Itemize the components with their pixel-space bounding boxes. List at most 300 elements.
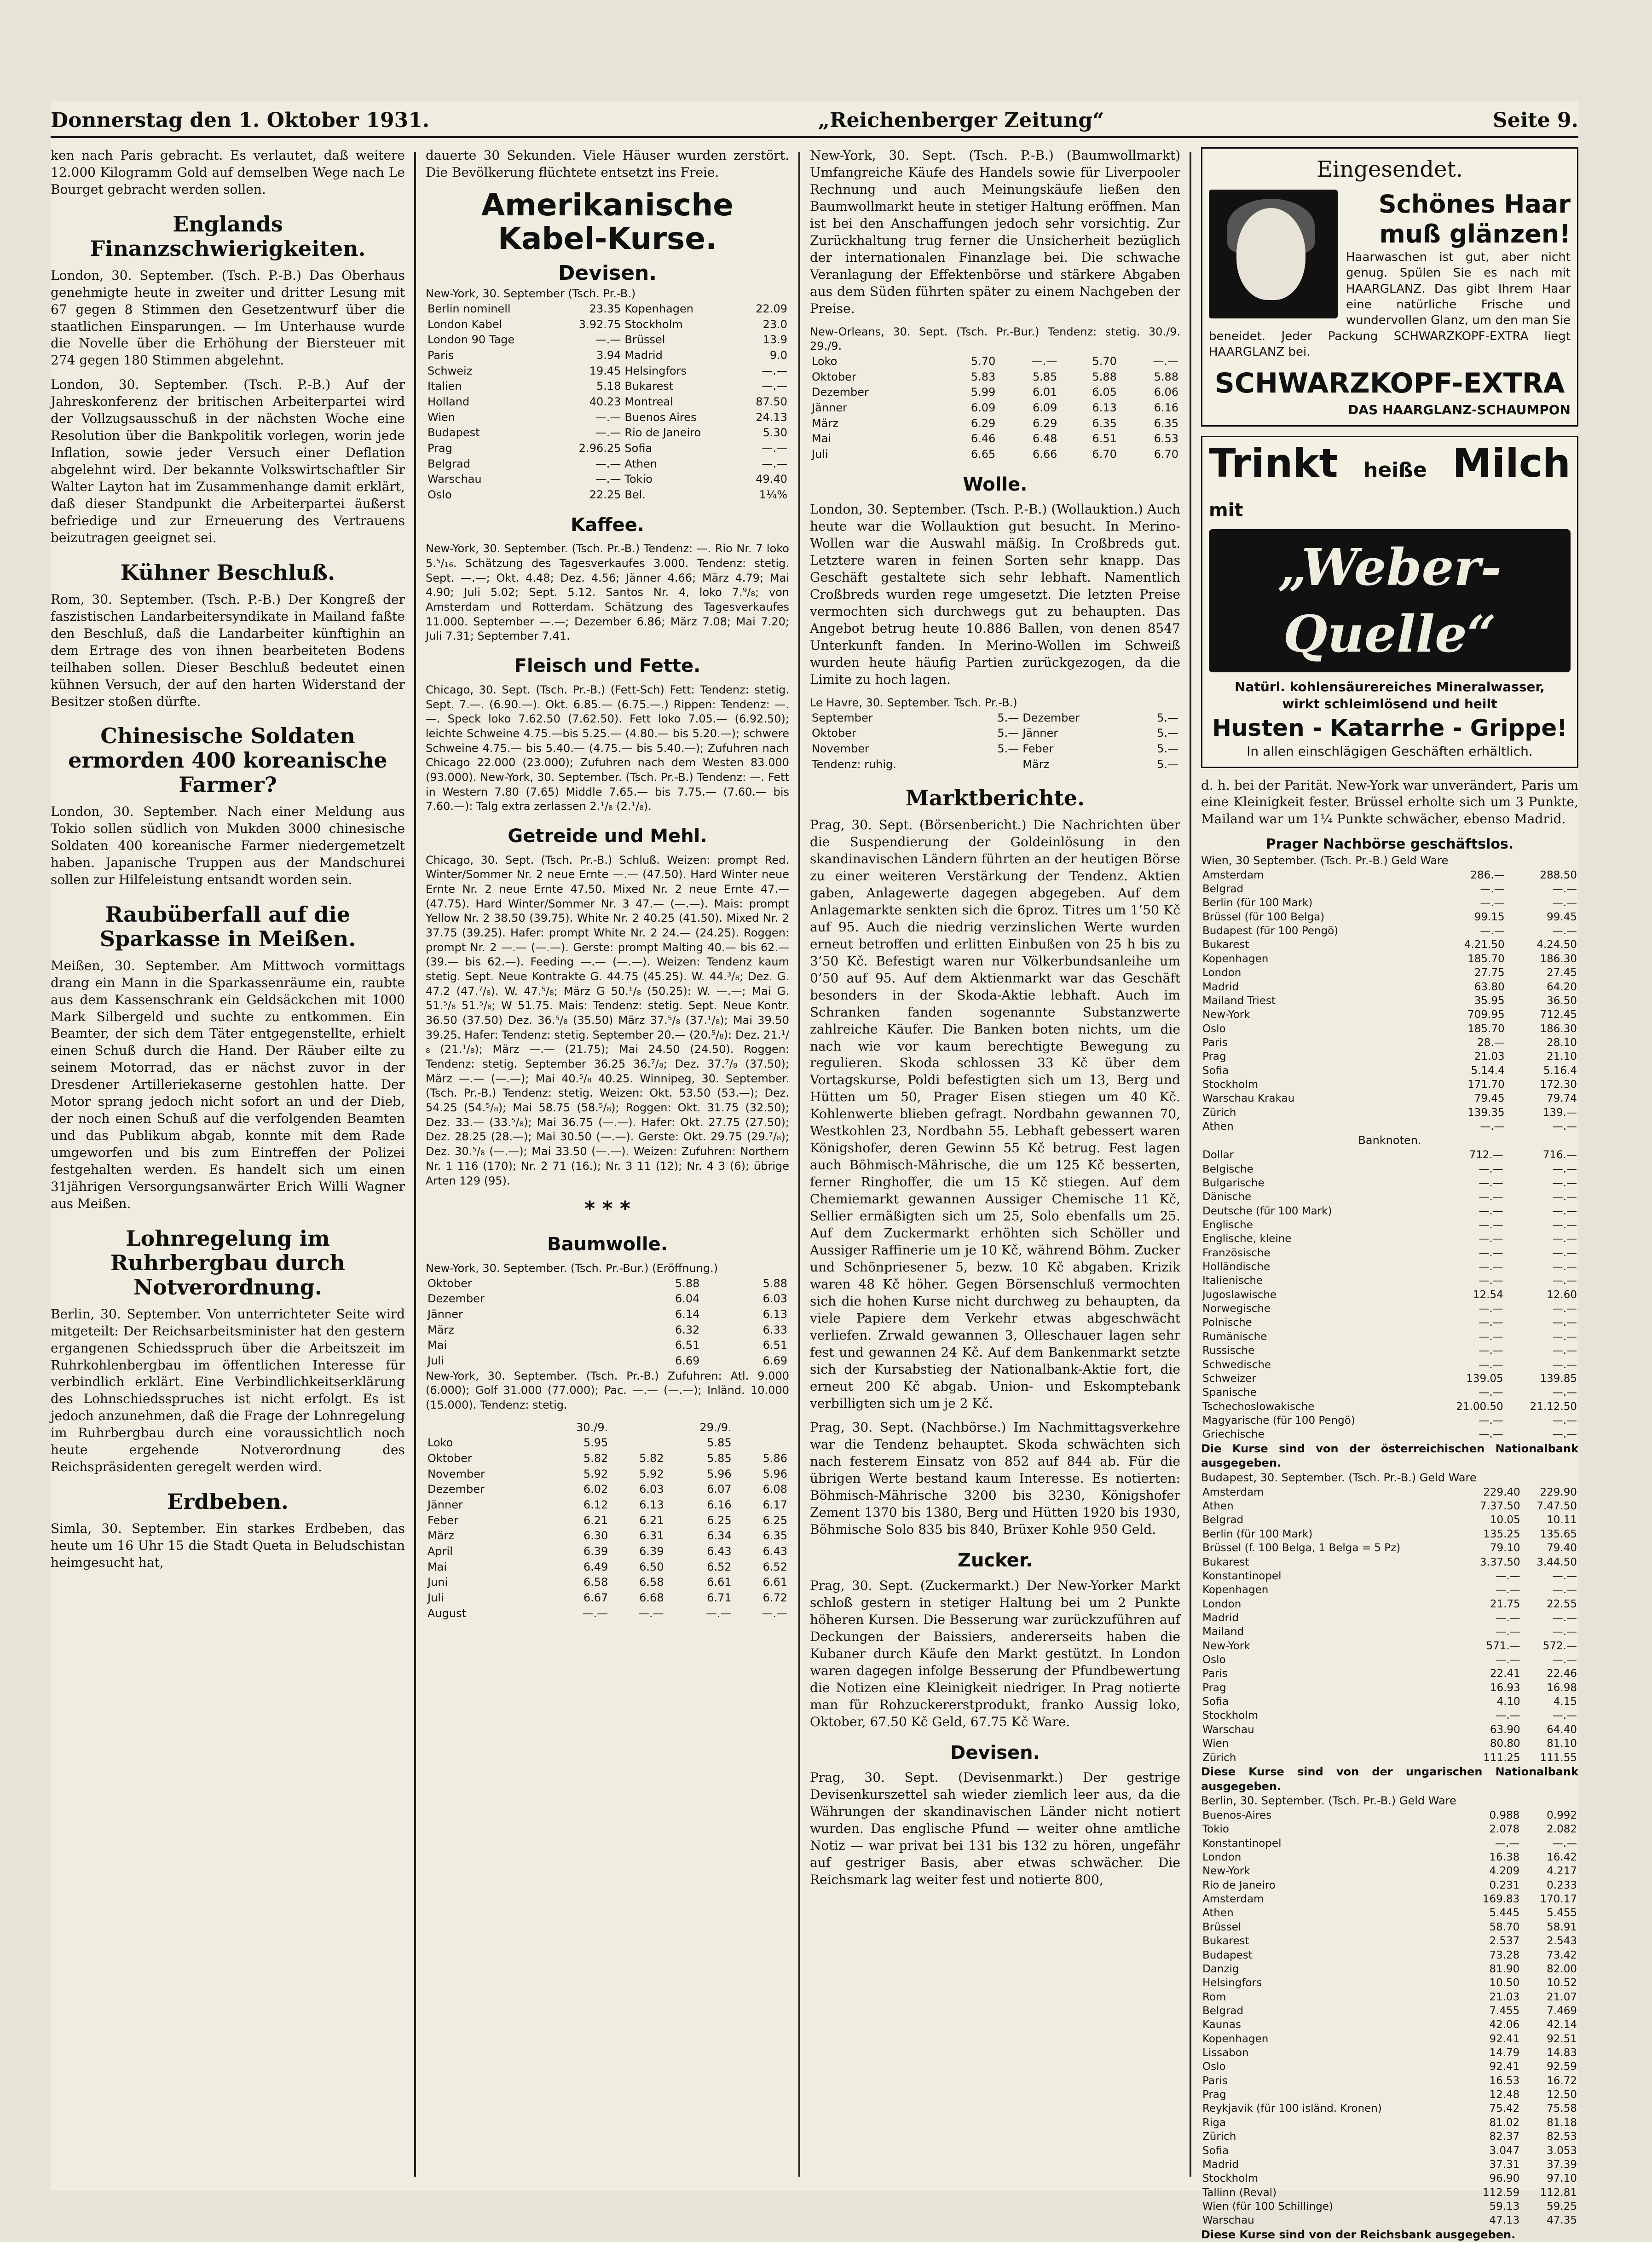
table-cell: —.— [1496, 1584, 1520, 1596]
ad-text: Natürl. kohlensäurereiches Mineralwasser, [1235, 679, 1545, 694]
table-cell: 5.— [997, 711, 1019, 724]
table-cell: 6.03 [762, 1292, 787, 1306]
table-cell: 16.98 [1547, 1682, 1577, 1694]
table-cell: 4.15 [1553, 1696, 1577, 1708]
table-cell: 286.— [1470, 869, 1505, 881]
table-row [1201, 1611, 1578, 1625]
article-text: Berlin, 30. September. Von unterrichteter Seite wird mitgeteilt: Der Reichsarbeitsminister hat den gestern ergangenen Schiedsspruch über die Arbeitszeit im Ruhrkohlenbergbau im öffentlichen Interesse für verbindlich erklärt. Eine Verbindlichkeitserklärung des Lohnschiedsspruches ist nicht erfolgt. Es ist jedoch anzunehmen, daß die Frage der Lohnregelung im Ruhrbergbau durch eine voraussichtlich noch heute ergehende Notverordnung des Reichspräsidenten geregelt werden wird. [51, 1306, 405, 1475]
baumwolle-futures-table [426, 1420, 789, 1622]
table-row [426, 487, 789, 503]
table-cell: Oslo [1202, 1654, 1226, 1666]
table-cell: —.— [1479, 1205, 1503, 1217]
table-cell: —.— [1031, 354, 1057, 368]
table-cell: Kopenhagen [1202, 1584, 1269, 1596]
ad-label: Eingesendet. [1316, 156, 1463, 182]
table-cell: 5.18 [596, 380, 621, 393]
table-cell: —.— [1552, 1584, 1577, 1596]
table-cell: Juni [427, 1576, 448, 1589]
table-cell: Belgrad [1202, 1514, 1244, 1526]
table-cell: 79.10 [1490, 1542, 1520, 1554]
table-cell: 37.39 [1547, 2158, 1577, 2171]
table-cell: 7.37.50 [1479, 1500, 1520, 1513]
table-cell: 0.233 [1547, 1879, 1577, 1891]
table-cell: 6.58 [583, 1576, 608, 1589]
table-cell: 111.25 [1483, 1751, 1520, 1764]
table-cell: —.— [1479, 1387, 1503, 1399]
table-cell: 186.30 [1540, 1023, 1577, 1035]
table-cell: —.— [1552, 897, 1577, 909]
table-cell: Amsterdam [1202, 1893, 1264, 1906]
table-cell: Prag [1202, 2089, 1226, 2101]
table-cell: Mai [812, 432, 832, 445]
table-cell: 6.17 [762, 1498, 787, 1512]
table-cell: —.— [1479, 1414, 1503, 1427]
table-cell: 21.75 [1490, 1598, 1520, 1610]
table-cell: 6.21 [639, 1514, 664, 1527]
table-cell: Berlin (für 100 Mark) [1202, 897, 1313, 909]
table-cell: —.— [1479, 1177, 1503, 1189]
table-row [1201, 980, 1578, 994]
table-cell: 27.45 [1547, 967, 1577, 979]
table-row [1201, 2144, 1578, 2158]
table-row [1201, 1948, 1578, 1962]
table-cell: 5.— [997, 742, 1019, 755]
table-row [1201, 1232, 1578, 1246]
table-cell: 5.88 [675, 1277, 700, 1290]
table-row [1201, 2018, 1578, 2032]
table-cell: 42.06 [1489, 2019, 1520, 2031]
table-cell: 73.42 [1547, 1949, 1577, 1961]
table-row [1201, 1092, 1578, 1105]
table-cell: 79.40 [1547, 1542, 1577, 1554]
ad-text: Haarwaschen ist gut, aber nicht genug. Spülen Sie es nach mit HAARGLANZ. Das gibt Ihrem Haar eine natürliche Frische und wundervollen Glanz, um den man Sie beneidet. Jeder Packung SCHWARZKOPF-EXTRA liegt HAARGLANZ bei. [1209, 250, 1571, 359]
table-cell: 6.29 [970, 416, 996, 430]
table-row [1201, 2004, 1578, 2018]
table-cell: 6.58 [639, 1576, 664, 1589]
table-cell: —.— [1552, 1710, 1577, 1722]
table-cell: Mai [427, 1560, 447, 1573]
table-cell: Bukarest [1202, 1556, 1249, 1568]
table-cell: 6.05 [1092, 386, 1117, 399]
table-cell: —.— [582, 1606, 608, 1620]
table-row [1201, 1962, 1578, 1976]
table-cell: 22.55 [1547, 1598, 1577, 1610]
table-row [426, 1276, 789, 1292]
table-cell: 5.96 [762, 1467, 787, 1480]
new-orleans-table [810, 354, 1180, 462]
table-cell: Holländische [1202, 1261, 1271, 1273]
table-cell: —.— [595, 333, 621, 347]
table-row [426, 1528, 789, 1544]
table-cell: —.— [1153, 354, 1178, 368]
table-cell: 1¼% [759, 488, 787, 501]
table-cell: Tokio [1202, 1823, 1229, 1836]
table-row [1201, 2130, 1578, 2144]
table-cell: Kaunas [1202, 2019, 1242, 2031]
table-cell: 5.88 [1092, 370, 1117, 383]
table-cell: 6.30 [583, 1529, 608, 1543]
table-cell: 13.9 [762, 333, 787, 347]
table-cell: Sofia [1202, 2144, 1229, 2157]
table-cell: März [427, 1529, 454, 1543]
table-cell: 75.58 [1547, 2103, 1577, 2115]
table-cell: 5.— [1157, 742, 1178, 755]
section-heading: Getreide und Mehl. [508, 825, 707, 847]
table-row [1201, 1064, 1578, 1078]
table-subheading: Banknoten. [1358, 1134, 1421, 1147]
table-cell: Sofia [1202, 1064, 1229, 1077]
article-text: Prag, 30. Sept. (Nachbörse.) Im Nachmittagsverkehre war die Tendenz behauptet. Skoda schwächten sich nach festerem Einsatz von 852 auf 844 ab. Für die übrigen Werte bestand kaum Interesse. Es notierten: Böhmisch-Mährische 3200 bis 3230, Königshofer Zement 1370 bis 1380, Berg und Hütten 1920 bis 1930, Böhmische Solo 835 bis 840, Brüxer Kohle 950 Geld. [810, 1420, 1180, 1537]
table-cell: 112.59 [1482, 2186, 1520, 2199]
table-cell: Rom [1202, 1991, 1226, 2003]
table-row [1201, 1344, 1578, 1358]
table-row [426, 1338, 789, 1353]
table-cell [610, 1435, 665, 1451]
table-cell: —.— [1552, 1317, 1577, 1329]
article-text: dauerte 30 Sekunden. Viele Häuser wurden zerstört. Die Bevölkerung flüchtete entsetzt ins Freie. [426, 148, 789, 180]
table-cell: Wien (für 100 Schillinge) [1202, 2200, 1333, 2213]
table-cell: 10.05 [1490, 1514, 1520, 1526]
table-cell: —.— [1552, 1219, 1577, 1231]
table-cell: Madrid [1202, 2158, 1239, 2171]
table-cell: —.— [1496, 1654, 1520, 1666]
table-row [1201, 1681, 1578, 1695]
market-text: Chicago, 30. Sept. (Tsch. Pr.-B.) (Fett-Sch) Fett: Tendenz: stetig. Sept. 7.—. (6.90.—). Okt. 6.85.— (6.75.—.) Rippen: Tendenz: —.—. Speck loko 7.62.50 (7.62.50). Fett loko 7.05.— (6.92.50); leichte Schweine 4.75.—bis 5.25.— (4.80.— bis 5.20.—); schwere Schweine 4.75.— bis 5.40.— (4.75.— bis 5.40.—); Zufuhren nach Chicago 22.000 (23.000); Zufuhren nach dem Westen 83.000 (93.000). New-York, 30. September. (Tsch. Pr.-B.) Tendenz: —. Fett in Western 7.80 (7.65) Middle 7.65.— bis 7.75.— (7.60.— bis 7.60.—): Talg extra zerlassen 2.¹/₈ (2.¹/₈). [426, 683, 789, 813]
headline: Chinesische Soldaten ermorden 400 koreanische Farmer? [68, 723, 387, 797]
table-row [1201, 1148, 1578, 1162]
table-cell: Wien [1202, 1738, 1229, 1750]
table-cell: 96.90 [1489, 2173, 1520, 2185]
table-cell: —.— [1496, 1710, 1520, 1722]
table-cell: 7.47.50 [1536, 1500, 1577, 1513]
table-cell: 6.34 [707, 1529, 732, 1543]
wien-rates-table [1201, 868, 1578, 1134]
table-cell: 185.70 [1467, 953, 1505, 965]
article-text: d. h. bei der Parität. New-York war unverändert, Paris um eine Kleinigkeit fester. Brüssel erholte sich um 3 Punkte, Mailand war um 1¼ Punkte schwächer, ebenso Madrid. [1201, 777, 1578, 827]
berlin-rates-table [1201, 1809, 1578, 2228]
weber-quelle-advertisement [1201, 436, 1578, 768]
table-cell: —.— [1552, 1247, 1577, 1259]
table-cell: Konstantinopel [1202, 1570, 1282, 1582]
header-date: Donnerstag den 1. Oktober 1931. [51, 109, 430, 132]
haarglanz-advertisement [1201, 147, 1578, 427]
section-title: Amerikanische Kabel-Kurse. [481, 187, 734, 256]
table-row [1201, 2074, 1578, 2088]
table-row [426, 1435, 789, 1451]
table-row [426, 1497, 789, 1513]
table-cell: Berlin (für 100 Mark) [1202, 1528, 1313, 1540]
table-cell: Deutsche (für 100 Mark) [1202, 1205, 1332, 1217]
table-cell: Dänische [1202, 1191, 1252, 1203]
table-cell: Jänner [427, 1498, 463, 1512]
table-cell: 6.51 [1092, 432, 1117, 445]
table-cell: 6.68 [639, 1591, 664, 1605]
page-header [51, 101, 1578, 138]
table-cell: 5.445 [1489, 1907, 1520, 1919]
table-cell: 6.07 [707, 1483, 732, 1496]
table-caption: New-York, 30. September (Tsch. Pr.-B.) [426, 287, 636, 300]
table-row [810, 370, 1180, 385]
table-row [810, 711, 1180, 726]
table-header-cell [610, 1420, 665, 1436]
table-row [426, 1606, 789, 1622]
table-row [1201, 1330, 1578, 1344]
table-row [1201, 1625, 1578, 1639]
table-cell: Brüssel (f. 100 Belga, 1 Belga = 5 Pz) [1202, 1542, 1401, 1554]
table-cell: Montreal [624, 395, 673, 408]
table-cell: —.— [1552, 1330, 1577, 1343]
table-cell: 6.13 [1092, 401, 1117, 414]
table-cell: Tokio [624, 473, 653, 486]
table-cell: 135.25 [1483, 1528, 1520, 1540]
table-cell: Dezember [1022, 711, 1080, 724]
table-cell: 4.209 [1489, 1865, 1520, 1878]
table-cell: 6.51 [675, 1339, 700, 1352]
table-cell: 6.46 [970, 432, 996, 445]
table-cell: Polnische [1202, 1317, 1252, 1329]
table-row [1201, 2088, 1578, 2102]
table-cell: Madrid [624, 348, 663, 362]
table-cell: 3.053 [1547, 2144, 1577, 2157]
table-cell: Griechische [1202, 1428, 1265, 1441]
table-row [1201, 1204, 1578, 1218]
table-cell: 99.15 [1474, 911, 1505, 923]
table-cell: Holland [427, 395, 470, 408]
table-row [1201, 896, 1578, 910]
table-cell: 63.80 [1474, 981, 1505, 993]
source-note: Diese Kurse sind von der ungarischen Nationalbank ausgegeben. [1201, 1765, 1578, 1793]
table-row [426, 332, 789, 348]
article-text: Rom, 30. September. (Tsch. P.-B.) Der Kongreß der faszistischen Landarbeitersyndikate in Mailand faßte den Beschluß, daß die Landarbeiter künftighin an dem Ertrage des von ihnen bearbeiteten Bodens teilhaben sollen. Dieser Beschluß bedeutet einen kühnen Versuch, der auf den harten Widerstand der Besitzer stoßen dürfte. [51, 591, 405, 709]
article-text: ken nach Paris gebracht. Es verlautet, daß weitere 12.000 Kilogramm Gold auf demselben Wege nach Le Bourget gebracht werden sollen. [51, 148, 405, 197]
table-cell: —.— [762, 380, 787, 393]
table-cell: 92.41 [1489, 2061, 1520, 2073]
table-cell: —.— [1552, 1275, 1577, 1287]
table-cell: 5.92 [583, 1467, 608, 1480]
table-cell: —.— [1552, 1303, 1577, 1315]
table-cell: Mai [427, 1339, 447, 1352]
table-cell: —.— [1552, 1205, 1577, 1217]
table-cell: 75.42 [1489, 2103, 1520, 2115]
table-cell: —.— [1479, 1275, 1503, 1287]
table-cell: 24.13 [756, 410, 787, 424]
table-cell: 22.46 [1547, 1668, 1577, 1680]
table-cell: Dollar [1202, 1149, 1234, 1161]
table-cell: März [812, 416, 838, 430]
ad-text: In allen einschlägigen Geschäften erhältlich. [1247, 743, 1533, 759]
table-cell: Stockholm [624, 318, 683, 331]
table-cell: 10.50 [1489, 1977, 1520, 1989]
table-cell: 172.30 [1540, 1079, 1577, 1091]
header-paper-name: „Reichenberger Zeitung“ [818, 109, 1104, 132]
table-row [426, 441, 789, 456]
table-row [1201, 2102, 1578, 2115]
table-cell: Juli [427, 1591, 444, 1605]
table-cell: 5.14.4 [1471, 1064, 1505, 1077]
table-cell: 81.10 [1547, 1738, 1577, 1750]
table-header-cell [734, 1420, 789, 1436]
header-page-number: Seite 9. [1492, 109, 1578, 132]
table-row [1201, 1723, 1578, 1737]
table-cell: Brüssel (für 100 Belga) [1202, 911, 1325, 923]
table-cell: —.— [1552, 1261, 1577, 1273]
table-cell: 16.53 [1489, 2074, 1520, 2087]
table-cell: 6.09 [970, 401, 996, 414]
table-row [426, 456, 789, 472]
table-cell: 139.— [1542, 1106, 1577, 1119]
table-row [810, 431, 1180, 447]
table-cell: Bulgarische [1202, 1177, 1265, 1189]
table-cell: 6.50 [639, 1560, 664, 1573]
table-cell: Prag [1202, 1051, 1226, 1063]
table-cell: Juli [812, 447, 828, 461]
table-cell: Oslo [427, 488, 452, 501]
table-row [426, 1482, 789, 1497]
article-text: Prag, 30. Sept. (Börsenbericht.) Die Nachrichten über die Suspendierung der Goldeinlösung in den skandinavischen Ländern führten an der heutigen Börse zu einer weiteren Verstärkung der Tendenz. Aktien gaben, Anlagewerte dagegen abgegeben. Auf dem Anlagemarkte senkten sich die 6proz. Titres um 1’50 Kč auf 95. Auch die niedrig verzinslichen Werte wurden erneut betroffen und erlitten Einbußen von 25 h bis zu 3’50 Kč. Befestigt waren nur Völkerbundsanleihe um 0’50 auf 95. Auf dem Aktienmarkt war das Geschäft besonders in der Skoda-Aktie lebhaft. Auch im Schranken fanden sogenannte Substanzwerte zahlreiche Käufer. Die Banken boten nichts, um die nach wie vor kaum berechtigte Bewegung zu regulieren. Skoda schlossen 33 Kč über dem Vortagskurse, Poldi befestigten sich um 13, Berg und Hütten um 50, Prager Eisen stiegen um 40 Kč. Kohlenwerte blieben gefragt. Nordbahn gewannen 70, Westkohlen 23, Nordbahn 55. Lebhaft gebessert waren Königshofer, deren Gewinn 55 Kč betrug. Fest lagen auch Böhmisch-Mährische, die um 125 Kč besserten, ferner Ringhoffer, die um 15 Kč stiegen. Auf dem Chemiemarkt gewannen Aussiger Chemische 11 Kč, Sellier ermäßigten sich um 25, Solo ebenfalls um 25. Auf dem Zuckermarkt erhöhten sich Schöller und Aussiger Raffinerie um je 10 Kč, während Böhm. Zucker und Schönpriesener 5, bezw. 10 Kč abgaben. Krizik waren 48 Kč höher. Gegen Börsenschluß vermochten sich die hohen Kurse nicht durchweg zu behaupten, da viele Papiere dem Verkehr etwas abgeschwächt verliefen. Zrwald gewannen 3, Olleschauer lagen sehr fest und gewannen 24 Kč. Auf dem Bankenmarkt setzte sich der Kursabstieg der Nationalbank-Aktie fort, die erneut 200 Kč abgab. Union- und Eskomptebank verbilligten sich um je 2 Kč. [810, 817, 1180, 1411]
table-cell: Reykjavik (für 100 isländ. Kronen) [1202, 2103, 1382, 2115]
table-cell: März [427, 1323, 454, 1336]
table-cell: 7.455 [1489, 2005, 1520, 2017]
table-cell: 6.43 [707, 1545, 732, 1558]
table-cell: —.— [1552, 1626, 1577, 1638]
table-row [810, 354, 1180, 370]
table-cell: 571.— [1486, 1640, 1520, 1652]
table-cell: November [812, 742, 869, 755]
table-cell: —.— [762, 364, 787, 377]
table-cell: 6.14 [675, 1308, 700, 1321]
table-cell: —.— [1479, 1358, 1503, 1371]
table-cell: Dezember [427, 1483, 485, 1496]
table-row [810, 741, 1180, 757]
table-cell: Juli [427, 1354, 444, 1368]
table-row [810, 400, 1180, 416]
table-cell: Mailand [1202, 1626, 1244, 1638]
table-row [1201, 1822, 1578, 1836]
table-cell: 5.82 [639, 1452, 664, 1465]
table-row [426, 1307, 789, 1323]
newspaper-page [51, 101, 1578, 2241]
table-cell: Stockholm [1202, 2173, 1259, 2185]
table-cell: 2.078 [1489, 1823, 1520, 1836]
table-cell: 16.38 [1489, 1851, 1520, 1863]
table-cell: New-York [1202, 1640, 1250, 1652]
ad-word: Milch [1452, 440, 1571, 487]
table-row [426, 410, 789, 426]
table-cell: Oslo [1202, 2061, 1226, 2073]
source-note: Diese Kurse sind von der Reichsbank ausgegeben. [1201, 2228, 1516, 2241]
table-cell: 9.0 [769, 348, 787, 362]
table-cell: Lissabon [1202, 2047, 1249, 2059]
table-cell: 14.79 [1489, 2047, 1520, 2059]
table-cell: —.— [762, 441, 787, 455]
section-heading: Devisen. [950, 1742, 1040, 1763]
table-row [1201, 1078, 1578, 1092]
table-row [426, 1467, 789, 1482]
article-text: London, 30. September. Nach einer Meldung aus Tokio sollen südlich von Mukden 3000 chinesische Soldaten 400 koreanische Farmer niedergemetzelt haben. Japanische Truppen aus der Mandschurei sollen zur Hilfeleistung entsandt worden sein. [51, 804, 405, 887]
table-row [810, 447, 1180, 462]
table-cell: 58.91 [1547, 1921, 1577, 1933]
table-cell: 6.49 [583, 1560, 608, 1573]
table-cell: —.— [1552, 1612, 1577, 1624]
table-cell: Tallinn (Reval) [1202, 2186, 1277, 2199]
table-cell: 6.52 [762, 1560, 787, 1573]
table-row [1201, 2046, 1578, 2060]
table-cell: —.— [1552, 1191, 1577, 1203]
table-cell: 6.52 [707, 1560, 732, 1573]
table-cell: 47.35 [1547, 2214, 1577, 2227]
table-cell: —.— [762, 457, 787, 470]
table-row [426, 379, 789, 394]
table-caption: Budapest, 30. September. (Tsch. Pr.-B.) Geld Ware [1201, 1471, 1477, 1485]
table-header-cell: 29./9. [699, 1421, 732, 1434]
table-cell: —.— [1479, 1247, 1503, 1259]
table-cell: Budapest [427, 426, 480, 439]
table-row [1201, 1260, 1578, 1274]
table-cell: 23.0 [762, 318, 787, 331]
table-cell: Warschau Krakau [1202, 1092, 1295, 1105]
table-header-cell [426, 1420, 542, 1436]
section-subtitle: Devisen. [558, 261, 657, 285]
table-cell: 6.25 [762, 1514, 787, 1527]
table-cell: 6.48 [1032, 432, 1057, 445]
table-row [426, 348, 789, 364]
table-cell: Loko [427, 1436, 453, 1450]
table-cell: 6.16 [1154, 401, 1178, 414]
table-row [1201, 1176, 1578, 1190]
table-cell: 716.— [1542, 1149, 1577, 1161]
table-row [1201, 2158, 1578, 2172]
table-row [1201, 910, 1578, 924]
table-row [1201, 1246, 1578, 1260]
table-cell: 6.69 [762, 1354, 787, 1368]
table-row [1201, 938, 1578, 952]
table-cell: Oslo [1202, 1023, 1226, 1035]
table-cell: London 90 Tage [427, 333, 515, 347]
table-row [1201, 1709, 1578, 1722]
table-row [1201, 1316, 1578, 1329]
table-cell: 6.70 [1092, 447, 1117, 461]
table-cell: Spanische [1202, 1387, 1257, 1399]
table-cell: 87.50 [756, 395, 787, 408]
article-text: London, 30. September. (Tsch. P.-B.) (Wollauktion.) Auch heute war die Wollauktion gut besucht. In Merino-Wollen war die Auswahl mäßig. In Croßbreds gut. Letztere waren in feinen Sorten sehr knapp. Das Geschäft gestaltete sich sehr lebhaft. Namentlich Croßbreds wurden rege umgesetzt. Die letzten Preise vermochten sich durchwegs gut zu behaupten. Das Angebot betrug heute 10.886 Ballen, von denen 8547 Unterkunft fanden. In Merino-Wollen im Schweiß wurden heute häufig Partien zurückgezogen, da die Limite zu hoch lagen. [810, 502, 1180, 687]
table-cell: London [1202, 1851, 1242, 1863]
table-row [1201, 1597, 1578, 1611]
table-row [1201, 1878, 1578, 1892]
table-cell: Zürich [1202, 1751, 1236, 1764]
table-cell: 5.85 [707, 1436, 732, 1450]
table-cell: Warschau [427, 473, 482, 486]
table-row [426, 1323, 789, 1338]
table-cell: 135.65 [1540, 1528, 1577, 1540]
table-row [426, 301, 789, 317]
table-cell: Buenos-Aires [1202, 1809, 1272, 1821]
table-cell: 58.70 [1489, 1921, 1520, 1933]
table-cell: —.— [1552, 925, 1577, 937]
table-cell: 37.31 [1489, 2158, 1520, 2171]
table-cell: Bukarest [1202, 1935, 1249, 1947]
table-cell: 139.85 [1540, 1372, 1577, 1385]
table-cell: Schweizer [1202, 1372, 1256, 1385]
table-cell: Bukarest [624, 380, 674, 393]
headline: Kühner Beschluß. [120, 560, 335, 585]
table-cell: Amsterdam [1202, 869, 1264, 881]
table-cell: 2.537 [1489, 1935, 1520, 1947]
table-cell: Warschau [1202, 2214, 1254, 2227]
table-cell: —.— [1552, 1177, 1577, 1189]
table-cell: 79.45 [1474, 1092, 1505, 1105]
table-cell: 97.10 [1547, 2173, 1577, 2185]
table-cell: 5.85 [707, 1452, 732, 1465]
